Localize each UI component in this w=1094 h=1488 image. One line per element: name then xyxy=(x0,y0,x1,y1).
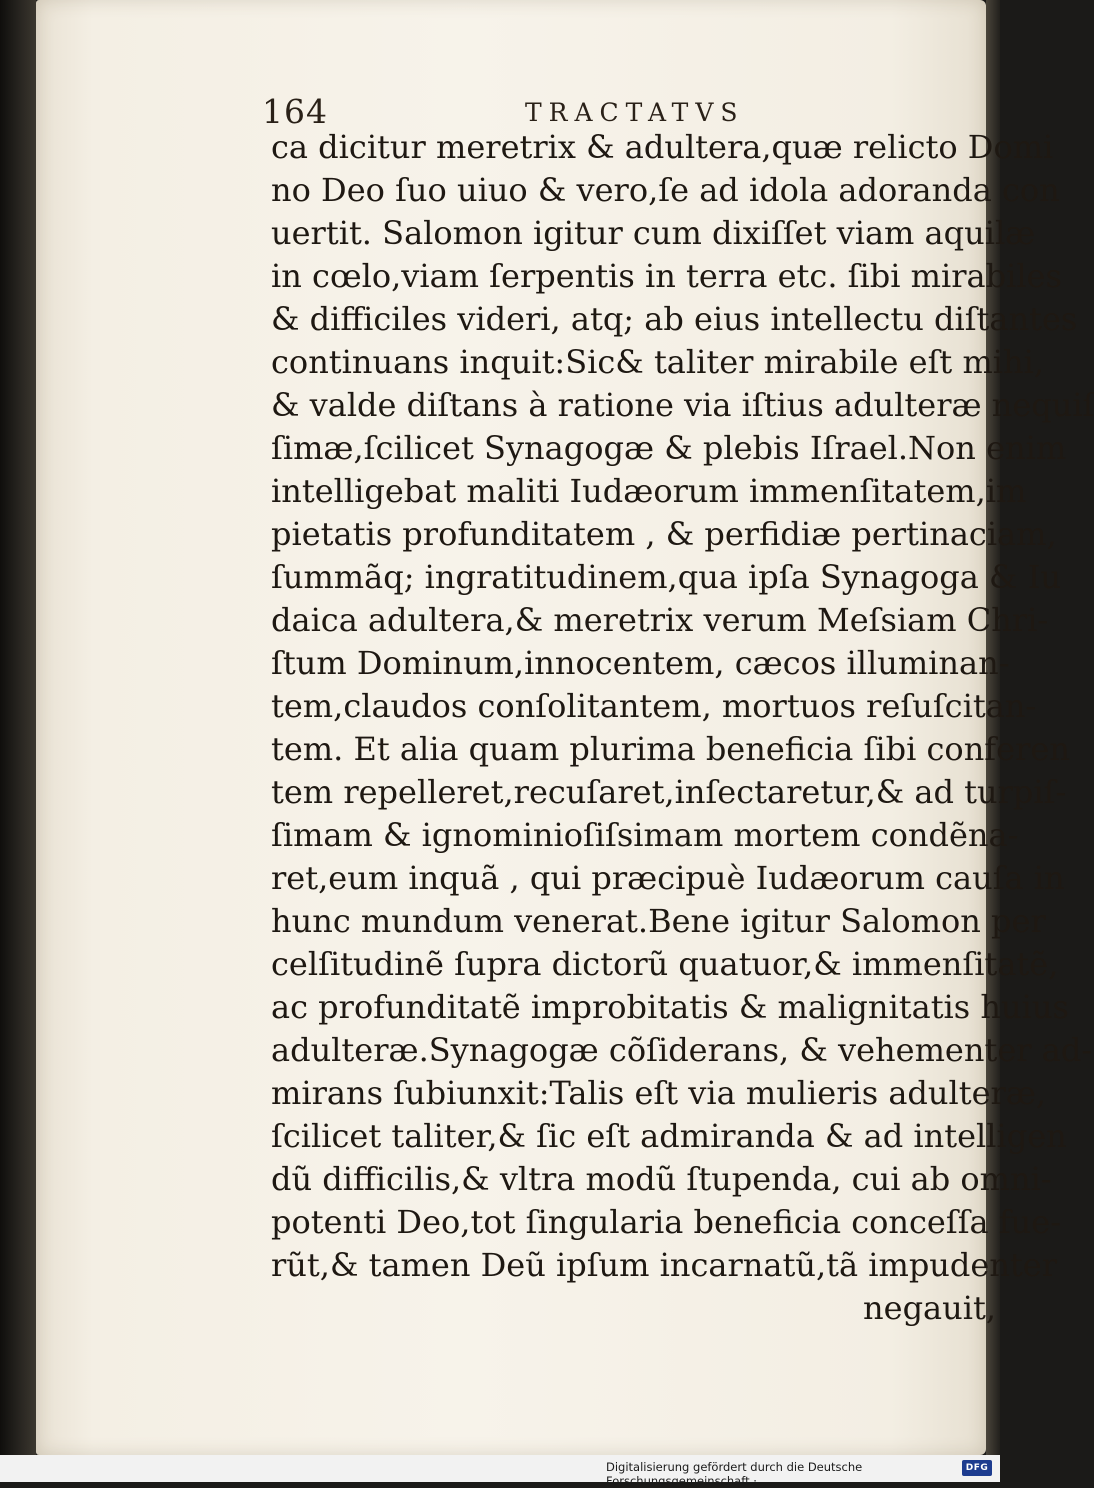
text-line: rũt,& tamen Deũ ipſum incarnatũ,tã impudenter xyxy=(271,1246,1058,1284)
body-text xyxy=(271,126,1094,1330)
text-line: daica adultera,& meretrix verum Meſsiam Chri- xyxy=(271,601,1049,639)
text-line: ſimæ,ſcilicet Synagogæ & plebis Iſrael.Non enim xyxy=(271,429,1067,467)
text-line: ſimam & ignominioſiſsimam mortem condẽna- xyxy=(271,816,1019,854)
text-line: tem,claudos conſolitantem, mortuos reſuſcitan- xyxy=(271,687,1037,725)
text-line: & valde diſtans à ratione via iſtius adulteræ nequiſ xyxy=(271,386,1094,424)
scan-edge-left xyxy=(0,0,36,1482)
text-line: adulteræ.Synagogæ cõſiderans, & vehementer ad- xyxy=(271,1031,1093,1069)
text-line: mirans ſubiunxit:Talis eſt via mulieris adulteræ, xyxy=(271,1074,1047,1112)
text-line: uertit. Salomon igitur cum dixiſſet viam aquilæ xyxy=(271,214,1036,252)
text-line: continuans inquit:Sic& taliter mirabile eſt mihi, xyxy=(271,343,1045,381)
text-line: ca dicitur meretrix & adultera,quæ relicto Domi xyxy=(271,128,1054,166)
text-line: celſitudinẽ ſupra dictorũ quatuor,& immenſitatẽ, xyxy=(271,945,1059,983)
text-line: ſummãq; ingratitudinem,qua ipſa Synagoga & Iu xyxy=(271,558,1061,596)
dfg-logo-icon: DFG xyxy=(962,1460,992,1476)
text-line: no Deo ſuo uiuo & vero,ſe ad idola adoranda con xyxy=(271,171,1060,209)
text-line: hunc mundum venerat.Bene igitur Salomon per xyxy=(271,902,1046,940)
text-line: potenti Deo,tot ſingularia beneficia conceſſa fue- xyxy=(271,1203,1061,1241)
text-line: tem. Et alia quam plurima beneficia ſibi conferen xyxy=(271,730,1070,768)
page-number: 164 xyxy=(262,92,328,131)
text-line: ſtum Dominum,innocentem, cæcos illuminan- xyxy=(271,644,1010,682)
text-line: dũ difficilis,& vltra modũ ſtupenda, cui ab omni- xyxy=(271,1160,1052,1198)
text-line: pietatis profunditatem , & perfidiæ pertinaciam, xyxy=(271,515,1057,553)
text-line: ret,eum inquã , qui præcipuè Iudæorum cauſa in xyxy=(271,859,1065,897)
text-line: tem repelleret,recuſaret,inſectaretur,& ad turpiſ- xyxy=(271,773,1067,811)
text-line: & difficiles videri, atq; ab eius intellectu diſtantes xyxy=(271,300,1078,338)
text-line: in cœlo,viam ſerpentis in terra etc. ſibi mirabiles xyxy=(271,257,1062,295)
footer-bar xyxy=(0,1455,1000,1488)
book-page xyxy=(36,0,1094,1455)
running-head: TRACTATVS xyxy=(525,98,745,127)
text-line: intelligebat maliti Iudæorum immenſitatem,im xyxy=(271,472,1027,510)
text-line: ac profunditatẽ improbitatis & malignitatis huius xyxy=(271,988,1069,1026)
text-line: ſcilicet taliter,& ſic eſt admiranda & ad intelligen xyxy=(271,1117,1067,1155)
catchword-line: negauit, xyxy=(863,1289,996,1327)
funding-credit: Digitalisierung gefördert durch die Deutsche Forschungsgemeinschaft · xyxy=(606,1460,863,1488)
